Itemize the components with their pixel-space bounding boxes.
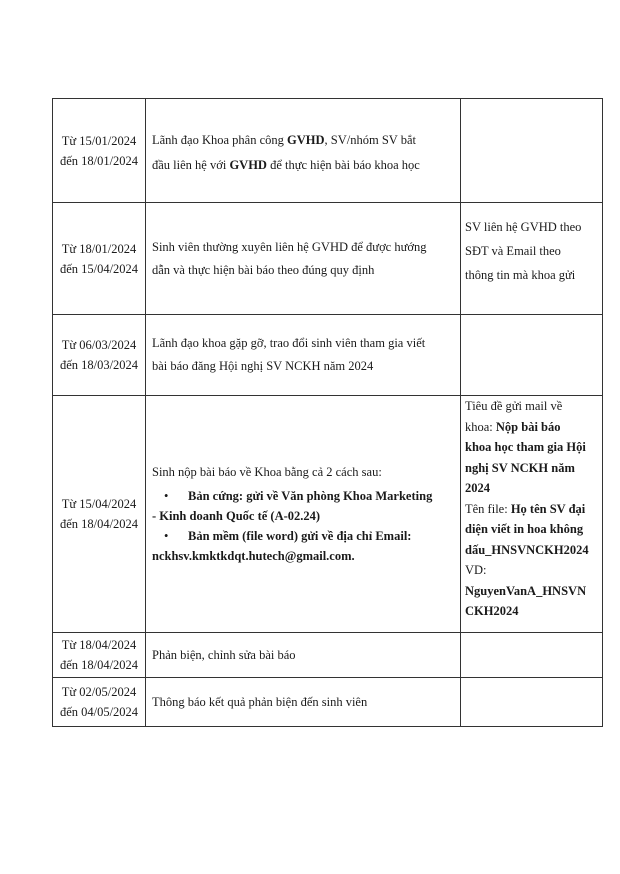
note-line (465, 478, 598, 499)
note-line (465, 581, 598, 602)
note-cell (461, 99, 603, 203)
note-cell (461, 678, 603, 727)
submission-method-softcopy (152, 526, 454, 546)
activity-line: Sinh viên thường xuyên liên hệ GVHD để được hướng (152, 239, 427, 254)
activity-line: Thông báo kết quả phản biện đến sinh viên (152, 695, 368, 709)
activity-cell (146, 203, 461, 315)
note-cell (461, 315, 603, 396)
time-end: đến 15/04/2024 (59, 261, 139, 276)
time-cell (53, 203, 146, 315)
note-bold-text: NguyenVanA_HNSVN (465, 583, 587, 598)
time-cell (53, 678, 146, 727)
note-cell (461, 396, 603, 633)
activity-text: đầu liên hệ với (152, 157, 230, 172)
activity-text: để thực hiện bài báo khoa học (266, 157, 420, 172)
bullet-icon: • (164, 489, 169, 503)
activity-bold-text: - Kinh doanh Quốc tế (A-02.24) (152, 509, 321, 523)
table-row (53, 678, 603, 727)
time-start: Từ 02/05/2024 (61, 685, 137, 699)
note-bold-text: Nộp bài báo (495, 419, 561, 434)
bullet-icon: • (164, 529, 169, 543)
activity-bold-text: GVHD (287, 132, 325, 147)
activity-bold-text: Bản cứng: gửi về Văn phòng Khoa Marketing (188, 489, 433, 503)
time-end: đến 18/01/2024 (59, 153, 139, 168)
email-address: nckhsv.kmktkdqt.hutech@gmail.com. (152, 549, 355, 563)
note-line (465, 540, 598, 561)
activity-text: , SV/nhóm SV bắt (324, 132, 416, 147)
time-end: đến 04/05/2024 (59, 705, 139, 719)
note-bold-text: CKH2024 (465, 604, 519, 618)
activity-cell (146, 315, 461, 396)
activity-line (152, 546, 454, 566)
activity-line (152, 128, 454, 153)
table-row (53, 203, 603, 315)
note-bold-text: dấu_HNSVNCKH2024 (465, 542, 589, 557)
activity-cell (146, 99, 461, 203)
activity-intro: Sinh nộp bài báo về Khoa bằng cả 2 cách sau: (152, 465, 382, 479)
time-cell (53, 633, 146, 678)
note-line (465, 458, 598, 479)
activity-bold-text: Bản mềm (file word) gửi về địa chỉ Email: (188, 529, 412, 543)
time-start: Từ 15/04/2024 (61, 497, 137, 511)
note-bold-text: diện viết in hoa không (465, 522, 584, 536)
table-row (53, 396, 603, 633)
activity-line: Phản biện, chỉnh sửa bài báo (152, 648, 296, 662)
table-row (53, 99, 603, 203)
activity-line: Lãnh đạo khoa gặp gỡ, trao đổi sinh viên tham gia viết (152, 336, 426, 350)
activity-line (152, 153, 454, 178)
time-cell (53, 315, 146, 396)
time-cell (53, 99, 146, 203)
schedule-table (52, 98, 603, 727)
time-start: Từ 18/04/2024 (61, 638, 137, 652)
note-line: thông tin mà khoa gửi (465, 268, 576, 282)
time-end: đến 18/04/2024 (59, 658, 139, 672)
activity-line (152, 506, 454, 526)
note-bold-text: Họ tên SV đại (510, 501, 586, 516)
note-bold-text: nghị SV NCKH năm (465, 460, 575, 475)
activity-bold-text: GVHD (229, 157, 267, 172)
activity-text: Lãnh đạo Khoa phân công (152, 132, 288, 147)
time-start: Từ 15/01/2024 (61, 133, 137, 148)
note-line (465, 519, 598, 540)
table-row (53, 315, 603, 396)
note-line: SV liên hệ GVHD theo (465, 220, 582, 234)
time-end: đến 18/03/2024 (59, 358, 139, 372)
note-line: Tiêu đề gửi mail về (465, 399, 563, 413)
note-line: SĐT và Email theo (465, 244, 561, 258)
note-cell (461, 633, 603, 678)
time-end: đến 18/04/2024 (59, 517, 139, 531)
activity-cell (146, 633, 461, 678)
activity-cell (146, 678, 461, 727)
note-line (465, 499, 598, 520)
note-bold-text: 2024 (465, 481, 490, 495)
note-line (465, 417, 598, 438)
activity-line: bài báo đăng Hội nghị SV NCKH năm 2024 (152, 359, 374, 373)
note-line (465, 437, 598, 458)
note-line: VD: (465, 563, 487, 577)
note-text: Tên file: (465, 501, 511, 516)
time-start: Từ 18/01/2024 (61, 241, 137, 256)
time-cell (53, 396, 146, 633)
activity-cell (146, 396, 461, 633)
submission-method-hardcopy (152, 486, 454, 506)
note-text: khoa: (465, 419, 496, 434)
note-cell (461, 203, 603, 315)
note-line (465, 601, 598, 622)
time-start: Từ 06/03/2024 (61, 338, 137, 352)
table-row (53, 633, 603, 678)
note-bold-text: khoa học tham gia Hội (465, 440, 586, 454)
activity-line: dẫn và thực hiện bài báo theo đúng quy định (152, 262, 375, 277)
